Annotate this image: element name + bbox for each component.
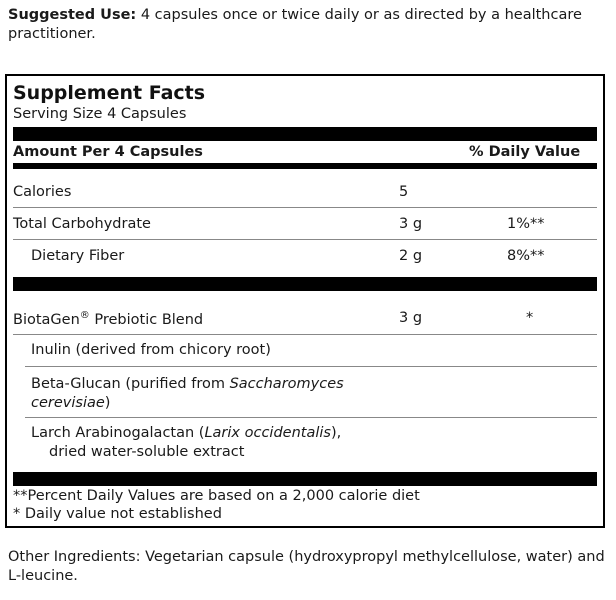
footnote-daily-values: **Percent Daily Values are based on a 2,000 calorie diet	[13, 488, 420, 504]
row-name: Calories	[13, 184, 72, 200]
row-divider	[13, 239, 597, 240]
row-daily-value: *	[526, 310, 534, 326]
row-name: Total Carbohydrate	[13, 216, 151, 232]
row-daily-value: 8%**	[507, 248, 545, 264]
suggested-use-label: Suggested Use:	[8, 7, 137, 23]
header-amount: Amount Per 4 Capsules	[13, 144, 203, 160]
row-daily-value: 1%**	[507, 216, 545, 232]
suggested-use	[8, 6, 608, 44]
row-amount: 3 g	[399, 310, 423, 326]
row-amount: 3 g	[399, 216, 423, 232]
row-name: Dietary Fiber	[31, 248, 125, 264]
thick-divider	[13, 127, 597, 141]
row-divider	[25, 417, 597, 418]
row-name	[13, 310, 203, 328]
thick-divider	[13, 277, 597, 291]
row-amount: 5	[399, 184, 409, 200]
registered-mark: ®	[79, 310, 90, 321]
row-divider	[25, 366, 597, 367]
ingredient-text: Beta-Glucan (purified from Saccharomyces cerevisiae)	[31, 376, 344, 411]
thick-divider	[13, 472, 597, 486]
row-divider	[13, 334, 597, 335]
suggested-use-text: 4 capsules once or twice daily or as directed by a healthcare practitioner.	[8, 7, 582, 42]
ingredient-text: Larch Arabinogalactan (Larix occidentalis), dried water-soluble extract	[31, 425, 342, 460]
blend-name: BiotaGen	[13, 311, 80, 328]
header-daily-value: % Daily Value	[469, 144, 581, 160]
row-amount: 2 g	[399, 248, 423, 264]
blend-name-rest: Prebiotic Blend	[89, 311, 204, 328]
ingredient-text: Inulin (derived from chicory root)	[31, 342, 271, 358]
supplement-facts-panel	[5, 74, 605, 528]
footnote-not-established: * Daily value not established	[13, 506, 222, 522]
facts-title: Supplement Facts	[13, 82, 206, 104]
other-ingredients: Other Ingredients: Vegetarian capsule (hydroxypropyl methylcellulose, water) and L-leucine.	[8, 549, 605, 584]
row-divider	[13, 207, 597, 208]
serving-size: Serving Size 4 Capsules	[13, 106, 187, 122]
medium-divider	[13, 163, 597, 169]
